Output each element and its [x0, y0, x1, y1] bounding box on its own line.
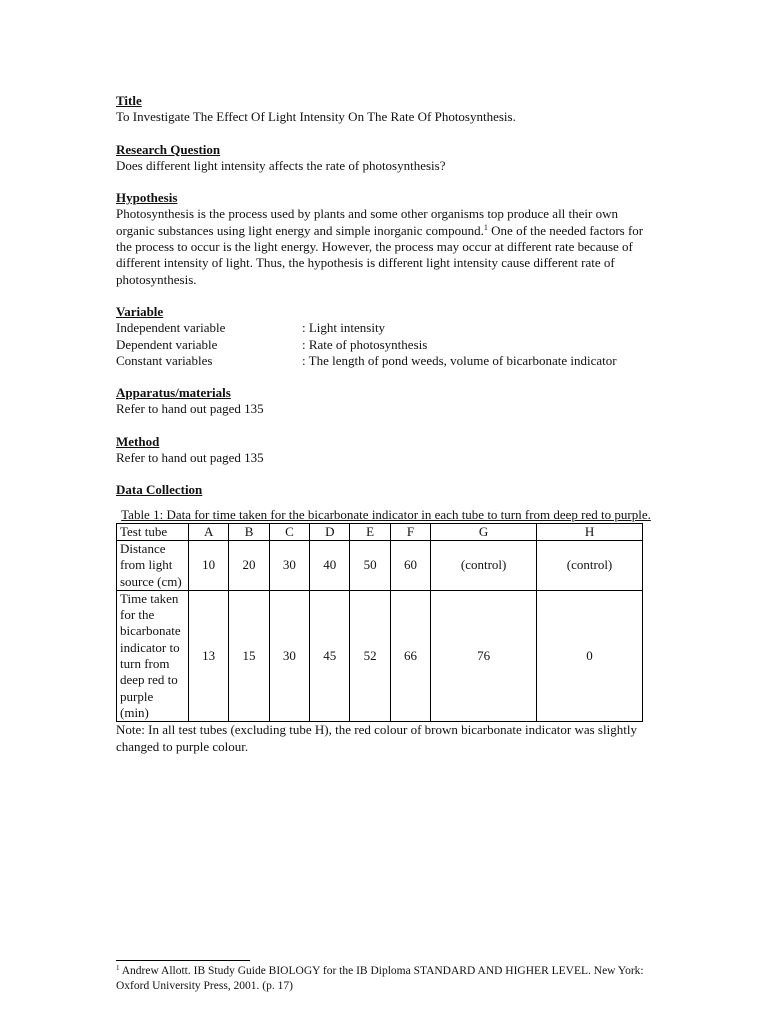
- data-collection-section: [116, 482, 656, 754]
- table-cell: 50: [350, 540, 390, 590]
- variable-name: Dependent variable: [116, 336, 218, 352]
- document-page: [116, 93, 656, 755]
- method-text: Refer to hand out paged 135: [116, 450, 264, 466]
- data-collection-heading: Data Collection: [116, 482, 203, 498]
- title-heading: Title: [116, 93, 142, 108]
- hypothesis-text: [116, 206, 656, 287]
- table-header-cell: Test tube: [117, 523, 189, 540]
- table-header-row: [117, 523, 643, 540]
- table-header-cell: A: [189, 523, 229, 540]
- table-cell: 30: [269, 590, 309, 721]
- footnote-reference[interactable]: 1: [483, 222, 488, 232]
- research-question-text: Does different light intensity affects the rate of photosynthesis?: [116, 157, 446, 173]
- hypothesis-text-part2: One of the needed factors for the process to occur is the light energy. However, the process may occur at different rate because of different intensity of light. Thus, the hypothesis is different light intensity cause different rate of photosynthesis.: [116, 222, 644, 287]
- hypothesis-section: [116, 190, 656, 288]
- variable-heading: Variable: [116, 303, 164, 319]
- footnote-number: 1: [116, 964, 120, 972]
- variable-name: Independent variable: [116, 320, 226, 336]
- hypothesis-text-part1: Photosynthesis is the process used by plants and some other organisms top produce all their own organic substances using light energy and simple inorganic compound.: [116, 206, 618, 238]
- table-cell: (control): [537, 540, 643, 590]
- table-header-cell: F: [390, 523, 430, 540]
- table-cell: 13: [189, 590, 229, 721]
- table-header-cell: H: [537, 523, 643, 540]
- table-cell: 76: [431, 590, 537, 721]
- table-cell: 40: [310, 540, 350, 590]
- footnote-divider: [116, 960, 250, 961]
- table-cell: 66: [390, 590, 430, 721]
- variable-value: : Light intensity: [302, 320, 386, 336]
- variable-row-dependent: [116, 337, 656, 353]
- method-section: [116, 434, 656, 467]
- table-cell: 20: [229, 540, 269, 590]
- variable-value: : Rate of photosynthesis: [302, 336, 428, 352]
- table-cell: 45: [310, 590, 350, 721]
- table-header-cell: C: [269, 523, 309, 540]
- table-row-label: Distance from light source (cm): [117, 540, 189, 590]
- table-cell: 15: [229, 590, 269, 721]
- footnote: [116, 964, 656, 994]
- variable-row-constant: [116, 353, 656, 369]
- variable-value: : The length of pond weeds, volume of bicarbonate indicator: [302, 352, 617, 368]
- hypothesis-heading: Hypothesis: [116, 190, 178, 206]
- table-cell: 60: [390, 540, 430, 590]
- variable-row-independent: [116, 320, 656, 336]
- table-caption: Table 1: Data for time taken for the bicarbonate indicator in each tube to turn from deep red to purple.: [121, 506, 651, 522]
- apparatus-heading: Apparatus/materials: [116, 385, 231, 401]
- table-row: [117, 590, 643, 721]
- method-heading: Method: [116, 433, 160, 449]
- apparatus-text: Refer to hand out paged 135: [116, 401, 264, 417]
- table-cell: 30: [269, 540, 309, 590]
- table-header-cell: E: [350, 523, 390, 540]
- table-header-cell: G: [431, 523, 537, 540]
- table-note: Note: In all test tubes (excluding tube H), the red colour of brown bicarbonate indicator was slightly changed to purple colour.: [116, 722, 637, 754]
- table-cell: 10: [189, 540, 229, 590]
- table-cell: 0: [537, 590, 643, 721]
- table-row: [117, 540, 643, 590]
- research-question-section: [116, 142, 656, 175]
- variable-section: [116, 304, 656, 369]
- title-section: [116, 93, 656, 126]
- table-cell: (control): [431, 540, 537, 590]
- data-table: [116, 523, 643, 723]
- title-text: To Investigate The Effect Of Light Intensity On The Rate Of Photosynthesis.: [116, 109, 516, 125]
- table-header-cell: D: [310, 523, 350, 540]
- research-question-heading: Research Question: [116, 141, 221, 157]
- variable-name: Constant variables: [116, 352, 213, 368]
- footnote-text: Andrew Allott. IB Study Guide BIOLOGY for the IB Diploma STANDARD AND HIGHER LEVEL. New York: Oxford University Press, 2001. (p. 17): [116, 965, 644, 992]
- table-header-cell: B: [229, 523, 269, 540]
- apparatus-section: [116, 385, 656, 418]
- table-row-label: Time taken for the bicarbonate indicator to turn from deep red to purple (min): [117, 590, 189, 721]
- table-cell: 52: [350, 590, 390, 721]
